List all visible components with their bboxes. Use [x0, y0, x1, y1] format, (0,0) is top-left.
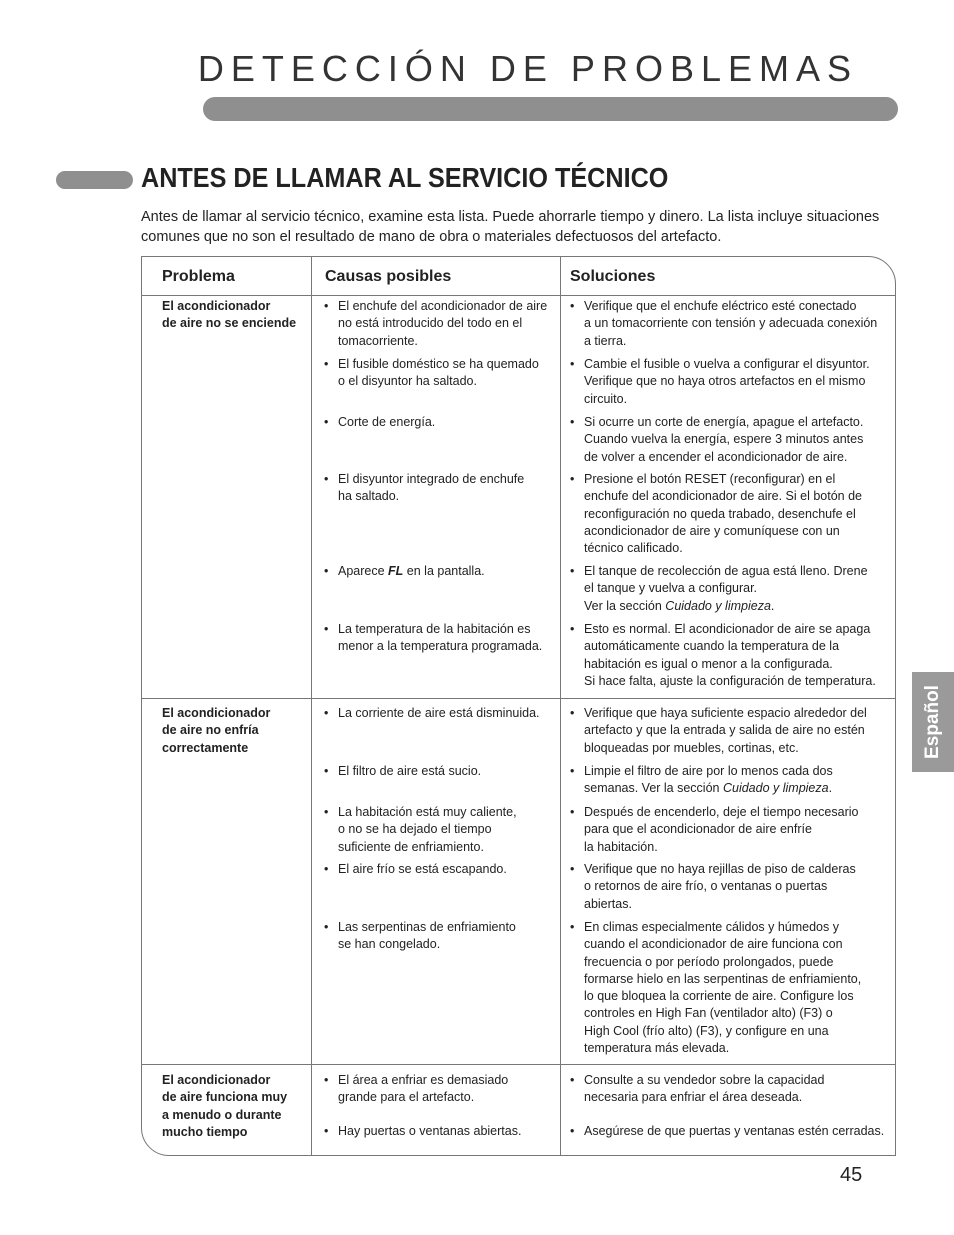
cause-item: • Las serpentinas de enfriamiento se han congelado.	[324, 919, 570, 954]
solution-item: • Verifique que haya suficiente espacio alrededor del artefacto y que la entrada y salida de aire no estén bloqueadas por muebles, cortinas, etc.	[570, 705, 896, 757]
solution-item: • Si ocurre un corte de energía, apague el artefacto. Cuando vuelva la energía, espere 3 minutos antes de volver a encender el acondicionador de aire.	[570, 414, 896, 466]
cause-item: • El aire frío se está escapando.	[324, 861, 570, 878]
cause-item: • El área a enfriar es demasiado grande para el artefacto.	[324, 1072, 570, 1107]
chapter-title: DETECCIÓN DE PROBLEMAS	[197, 48, 858, 89]
header-causes: Causas posibles	[325, 268, 452, 285]
troubleshooting-table	[141, 256, 896, 1156]
cause-item: • Corte de energía.	[324, 414, 570, 431]
cause-item: • La habitación está muy caliente, o no se ha dejado el tiempo suficiente de enfriamiento.	[324, 804, 570, 856]
solution-item: • Asegúrese de que puertas y ventanas estén cerradas.	[570, 1123, 896, 1140]
solution-text: El tanque de recolección de agua está lleno. Drene el tanque y vuelva a configurar. Ver la sección	[584, 564, 868, 613]
solution-text: .	[828, 781, 833, 796]
fl-error-code: FL	[388, 564, 404, 578]
cause-item: • El fusible doméstico se ha quemado o el disyuntor ha saltado.	[324, 356, 570, 391]
section-marker-pill	[56, 171, 133, 189]
cause-item: • El enchufe del acondicionador de aire no está introducido del todo en el tomacorriente.	[324, 298, 570, 350]
header-problem: Problema	[162, 268, 235, 285]
problem-not-cooling: El acondicionador de aire no enfría correctamente	[162, 706, 271, 755]
cause-text: Aparece	[338, 564, 389, 578]
language-tab	[912, 672, 954, 772]
page-number: 45	[840, 1164, 863, 1186]
row-divider	[142, 1064, 895, 1065]
cause-item: • Hay puertas o ventanas abiertas.	[324, 1123, 570, 1140]
solution-item: • Verifique que no haya rejillas de piso de calderas o retornos de aire frío, o ventanas o puertas abiertas.	[570, 861, 896, 913]
intro-paragraph: Antes de llamar al servicio técnico, examine esta lista. Puede ahorrarle tiempo y dinero. La lista incluye situaciones comunes que no son el resultado de mano de obra o materiales defectuosos del artefacto.	[141, 209, 880, 245]
header-decoration-bar	[203, 97, 898, 121]
solution-text: .	[770, 598, 775, 613]
solution-item	[570, 563, 896, 615]
cause-item: • El filtro de aire está sucio.	[324, 763, 570, 780]
problem-no-power: El acondicionador de aire no se enciende	[162, 299, 297, 331]
solution-item: • Cambie el fusible o vuelva a configurar el disyuntor. Verifique que no haya otros artefactos en el mismo circuito.	[570, 356, 896, 408]
solution-item: • Esto es normal. El acondicionador de aire se apaga automáticamente cuando la temperatura de la habitación es igual o menor a la configurada. Si hace falta, ajuste la configuración de temperatura.	[570, 621, 896, 690]
table-header	[142, 257, 895, 296]
solution-item: • Verifique que el enchufe eléctrico esté conectado a un tomacorriente con tensión y adecuada conexión a tierra.	[570, 298, 896, 350]
solution-item: • Presione el botón RESET (reconfigurar) en el enchufe del acondicionador de aire. Si el botón de reconfiguración no queda trabado, desenchufe el acondicionador de aire y comuníquese con un técnico calificado.	[570, 471, 896, 557]
cause-text: en la pantalla.	[403, 564, 485, 578]
cause-item	[324, 563, 570, 580]
row-divider	[142, 698, 895, 699]
cause-item: • La temperatura de la habitación es menor a la temperatura programada.	[324, 621, 570, 656]
language-tab-label: Español	[922, 685, 943, 759]
cause-item: • El disyuntor integrado de enchufe ha saltado.	[324, 471, 570, 506]
header-solutions: Soluciones	[570, 268, 656, 285]
solution-item: • En climas especialmente cálidos y húmedos y cuando el acondicionador de aire funciona con frecuencia o por período prolongados, puede formarse hielo en las serpentinas de enfriamiento, lo que bloquea la corriente de aire. Configure los controles en High Fan (ventilador alto) (F3) o High Cool (frío alto) (F3), y configure en una temperatura más elevada.	[570, 919, 896, 1057]
solution-item: • Después de encenderlo, deje el tiempo necesario para que el acondicionador de aire enfríe la habitación.	[570, 804, 896, 856]
section-reference: Cuidado y limpieza	[722, 781, 829, 796]
column-divider	[311, 257, 312, 1155]
section-title: ANTES DE LLAMAR AL SERVICIO TÉCNICO	[141, 162, 669, 193]
solution-item: • Consulte a su vendedor sobre la capacidad necesaria para enfriar el área deseada.	[570, 1072, 896, 1107]
problem-runs-too-often: El acondicionador de aire funciona muy a menudo o durante mucho tiempo	[162, 1073, 288, 1139]
section-reference: Cuidado y limpieza	[665, 598, 771, 613]
cause-item: • La corriente de aire está disminuida.	[324, 705, 570, 722]
solution-item	[570, 763, 896, 798]
solution-text: Limpie el filtro de aire por lo menos cada dos semanas. Ver la sección	[584, 764, 833, 796]
